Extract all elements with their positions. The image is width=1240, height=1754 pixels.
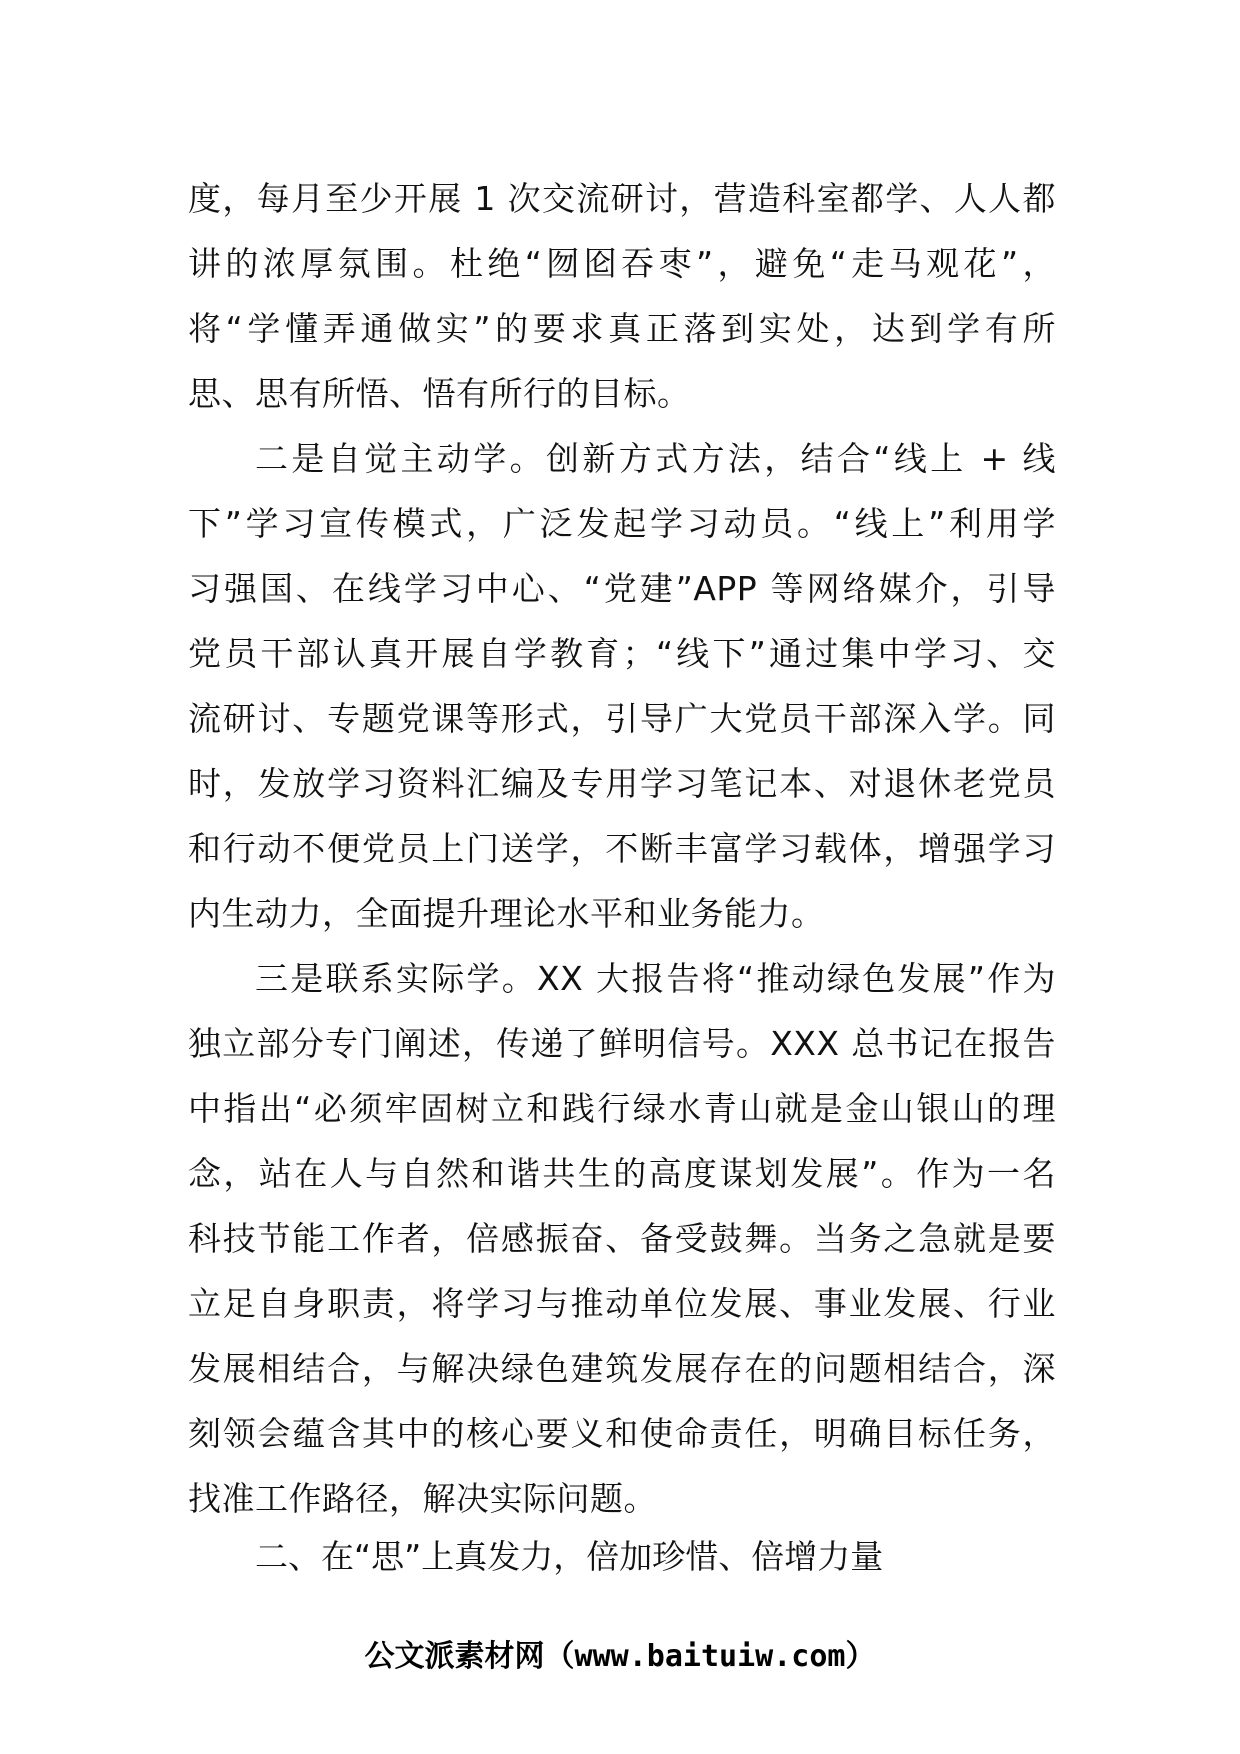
paragraph-1-line-2: 讲的浓厚氛围。杜绝“囫囵吞枣”，避免“走马观花”， [188, 244, 1056, 283]
paragraph-2-line-3: 习强国、在线学习中心、“党建”APP 等网络媒介，引导 [188, 569, 1056, 608]
footer-url-link[interactable]: www.baituiw.com [574, 1639, 846, 1674]
paragraph-1-line-1: 度，每月至少开展 1 次交流研讨，营造科室都学、人人都 [188, 179, 1056, 218]
paragraph-3-line-6: 立足自身职责，将学习与推动单位发展、事业发展、行业 [188, 1284, 1056, 1323]
paragraph-2-line-8: 内生动力，全面提升理论水平和业务能力。 [188, 894, 825, 933]
paragraph-2-line-7: 和行动不便党员上门送学，不断丰富学习载体，增强学习 [188, 829, 1056, 868]
paragraph-2-line-4: 党员干部认真开展自学教育；“线下”通过集中学习、交 [188, 634, 1056, 673]
paragraph-2-line-6: 时，发放学习资料汇编及专用学习笔记本、对退休老党员 [188, 764, 1056, 803]
paragraph-1-line-3: 将“学懂弄通做实”的要求真正落到实处，达到学有所 [188, 309, 1056, 348]
paragraph-3-line-3: 中指出“必须牢固树立和践行绿水青山就是金山银山的理 [188, 1089, 1056, 1128]
paragraph-2-line-2: 下”学习宣传模式，广泛发起学习动员。“线上”利用学 [188, 504, 1056, 543]
paragraph-3-line-5: 科技节能工作者，倍感振奋、备受鼓舞。当务之急就是要 [188, 1219, 1056, 1258]
footer-close-paren: ） [845, 1639, 876, 1674]
document-body [188, 166, 1056, 1531]
paragraph-3-line-1: 三是联系实际学。XX 大报告将“推动绿色发展”作为 [255, 959, 1056, 998]
paragraph-2-line-5: 流研讨、专题党课等形式，引导广大党员干部深入学。同 [188, 699, 1056, 738]
paragraph-1-line-4: 思、思有所悟、悟有所行的目标。 [188, 374, 691, 413]
paragraph-3-line-9: 找准工作路径，解决实际问题。 [188, 1479, 657, 1518]
footer-open-paren: （ [544, 1639, 575, 1674]
footer-watermark [0, 1632, 1240, 1682]
footer-site-name: 公文派素材网 [364, 1639, 545, 1674]
section-heading: 二、在“思”上真发力，倍加珍惜、倍增力量 [255, 1537, 884, 1576]
paragraph-3-line-4: 念，站在人与自然和谐共生的高度谋划发展”。作为一名 [188, 1154, 1056, 1193]
paragraph-3-line-7: 发展相结合，与解决绿色建筑发展存在的问题相结合，深 [188, 1349, 1056, 1388]
paragraph-3-line-8: 刻领会蕴含其中的核心要义和使命责任，明确目标任务， [188, 1414, 1056, 1453]
paragraph-2-line-1: 二是自觉主动学。创新方式方法，结合“线上 + 线 [255, 439, 1056, 478]
paragraph-3-line-2: 独立部分专门阐述，传递了鲜明信号。XXX 总书记在报告 [188, 1024, 1056, 1063]
